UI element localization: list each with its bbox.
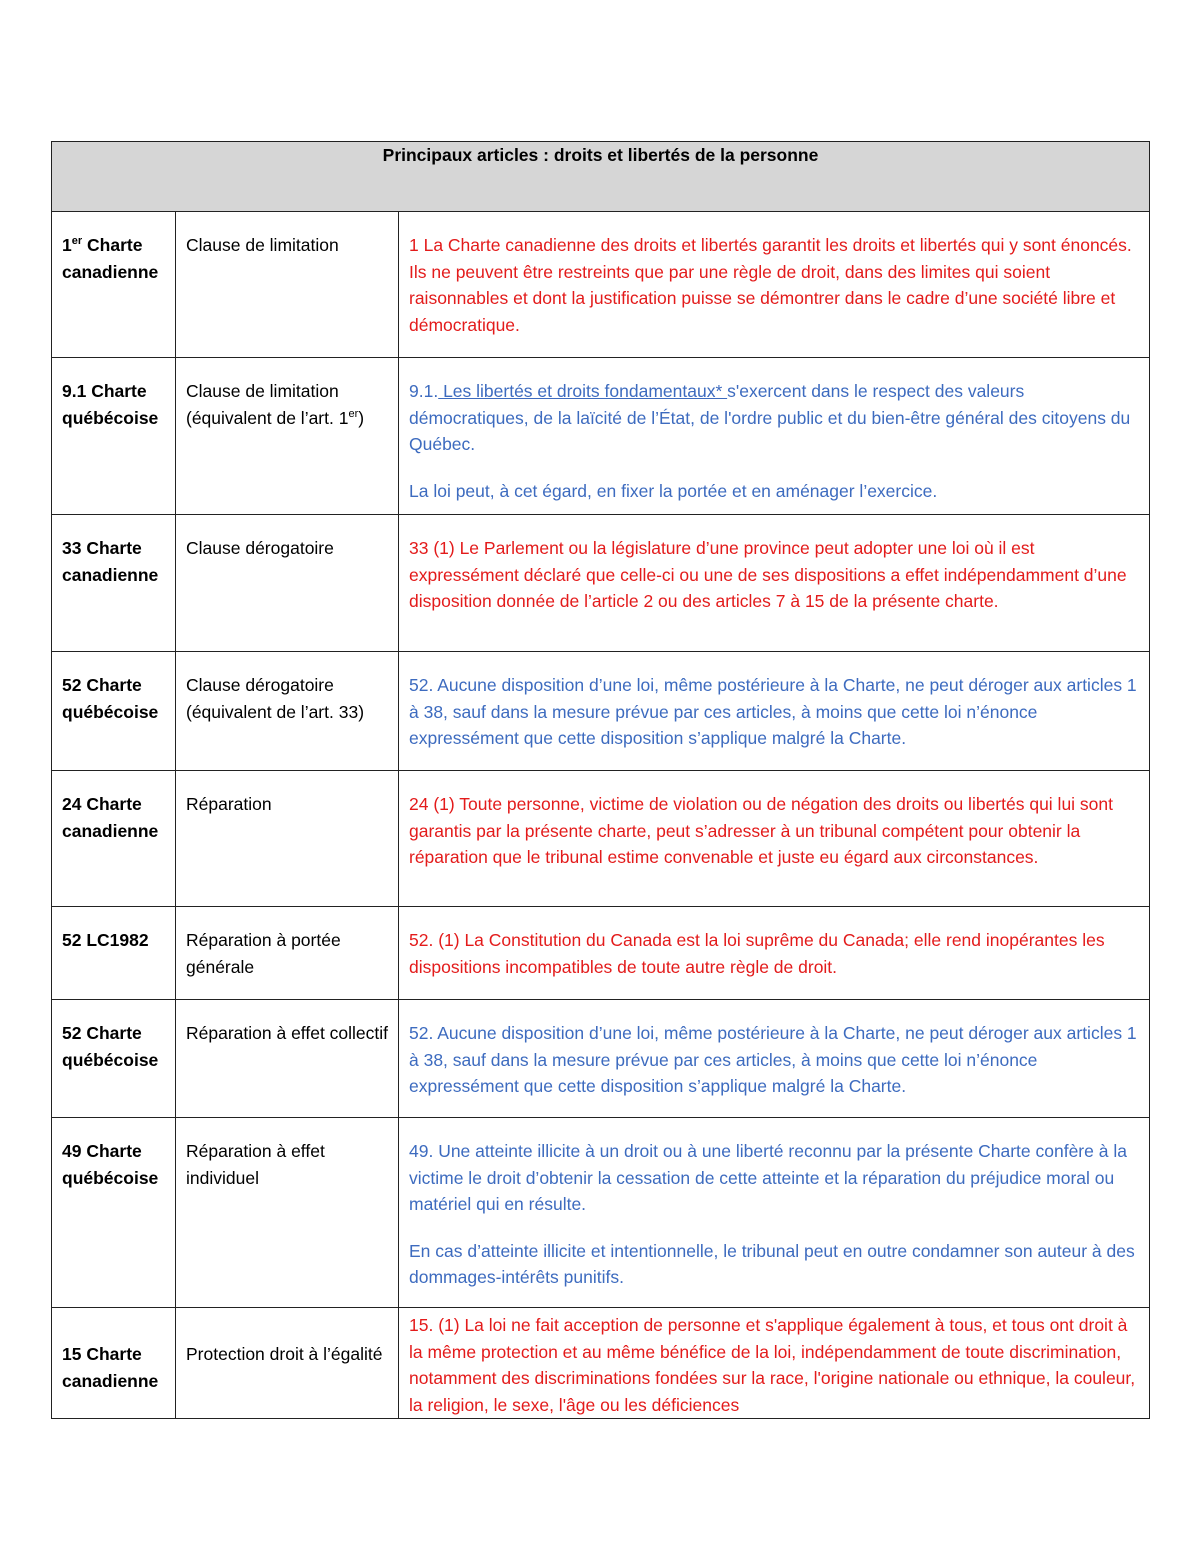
table-row	[52, 771, 1150, 907]
fundamental-rights-link[interactable]: Les libertés et droits fondamentaux*	[438, 381, 728, 401]
table-row	[52, 212, 1150, 358]
table-row	[52, 1118, 1150, 1308]
table-row	[52, 515, 1150, 652]
article-text: 24 (1) Toute personne, victime de violation ou de négation des droits ou libertés qui lui sont garantis par la présente charte, peut s’adresser à un tribunal compétent pour obtenir la réparation que le tribunal estime convenable et juste eu égard aux circonstances.	[399, 771, 1150, 907]
article-subject: Clause de limitation (équivalent de l’art. 1er)	[176, 358, 399, 515]
article-text-paragraph: En cas d’atteinte illicite et intentionnelle, le tribunal peut en outre condamner son auteur à des dommages-intérêts punitifs.	[409, 1240, 1135, 1287]
table-row	[52, 1000, 1150, 1118]
article-text-paragraph: 49. Une atteinte illicite à un droit ou à une liberté reconnu par la présente Charte confère à la victime le droit d’obtenir la cessation de cette atteinte et la réparation du préjudice moral ou matériel qui en résulte.	[409, 1141, 1127, 1214]
article-reference: 52 LC1982	[52, 907, 176, 1000]
table-title: Principaux articles : droits et libertés de la personne	[52, 142, 1150, 212]
article-reference: 1er Charte canadienne	[52, 212, 176, 358]
article-text: 52. Aucune disposition d’une loi, même postérieure à la Charte, ne peut déroger aux articles 1 à 38, sauf dans la mesure prévue par ces articles, à moins que cette loi n’énonce expressément que cette disposition s’applique malgré la Charte.	[399, 652, 1150, 771]
article-text: 33 (1) Le Parlement ou la législature d’une province peut adopter une loi où il est expressément déclaré que celle-ci ou une de ses dispositions a effet indépendamment d’une disposition donnée de l’article 2 ou des articles 7 à 15 de la présente charte.	[399, 515, 1150, 652]
article-reference: 49 Charte québécoise	[52, 1118, 176, 1308]
article-subject: Réparation à effet collectif	[176, 1000, 399, 1118]
article-text-paragraph: La loi peut, à cet égard, en fixer la portée et en aménager l’exercice.	[409, 480, 938, 501]
article-subject: Clause de limitation	[176, 212, 399, 358]
article-text	[399, 1118, 1150, 1308]
article-text: 15. (1) La loi ne fait acception de personne et s'applique également à tous, et tous ont droit à la même protection et au même bénéfice de la loi, indépendamment de toute discrimination, notamment des discriminations fondées sur la race, l'origine nationale ou ethnique, la couleur, la religion, le sexe, l'âge ou les déficiences	[399, 1308, 1150, 1419]
article-reference: 15 Charte canadienne	[52, 1308, 176, 1419]
article-reference: 24 Charte canadienne	[52, 771, 176, 907]
table-row	[52, 358, 1150, 515]
article-reference: 52 Charte québécoise	[52, 652, 176, 771]
article-text: 52. Aucune disposition d’une loi, même postérieure à la Charte, ne peut déroger aux articles 1 à 38, sauf dans la mesure prévue par ces articles, à moins que cette loi n’énonce expressément que cette disposition s’applique malgré la Charte.	[399, 1000, 1150, 1118]
article-text: 52. (1) La Constitution du Canada est la loi suprême du Canada; elle rend inopérantes les dispositions incompatibles de toute autre règle de droit.	[399, 907, 1150, 1000]
article-reference: 33 Charte canadienne	[52, 515, 176, 652]
article-reference: 52 Charte québécoise	[52, 1000, 176, 1118]
article-subject: Protection droit à l’égalité	[176, 1308, 399, 1419]
article-subject: Clause dérogatoire (équivalent de l’art. 33)	[176, 652, 399, 771]
article-text: 9.1. Les libertés et droits fondamentaux* s'exercent dans le respect des valeurs démocratiques, de la laïcité de l’État, de l'ordre public et du bien-être général des citoyens du Québec. La loi peut, à cet égard, en fixer la portée et en aménager l’exercice.	[399, 358, 1150, 515]
article-subject: Réparation	[176, 771, 399, 907]
table-row	[52, 907, 1150, 1000]
article-reference: 9.1 Charte québécoise	[52, 358, 176, 515]
table-row	[52, 1308, 1150, 1419]
article-subject: Réparation à portée générale	[176, 907, 399, 1000]
table-header-row	[52, 142, 1150, 212]
article-subject: Réparation à effet individuel	[176, 1118, 399, 1308]
article-subject: Clause dérogatoire	[176, 515, 399, 652]
article-text: 1 La Charte canadienne des droits et libertés garantit les droits et libertés qui y sont énoncés. Ils ne peuvent être restreints que par une règle de droit, dans des limites qui soient raisonnables et dont la justification puisse se démontrer dans le cadre d’une société libre et démocratique.	[399, 212, 1150, 358]
table-row	[52, 652, 1150, 771]
articles-table	[51, 141, 1150, 1419]
